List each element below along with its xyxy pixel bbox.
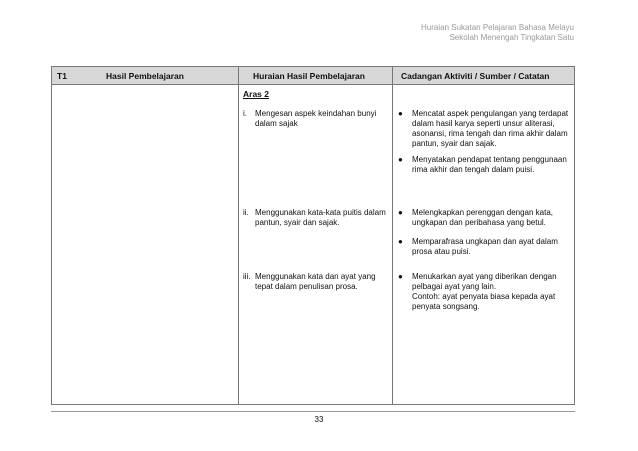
- bullet-icon: ●: [398, 155, 403, 164]
- item-number: iii.: [243, 272, 251, 281]
- activity-text: Menukarkan ayat yang diberikan dengan pelbagai ayat yang lain. Contoh: ayat penyata biasa kepada ayat penyata songsang.: [412, 272, 557, 311]
- column-header-cadangan: Cadangan Aktiviti / Sumber / Catatan: [401, 71, 550, 81]
- bullet-icon: ●: [398, 272, 403, 281]
- header-subtitle: Sekolah Menengah Tingkatan Satu: [449, 33, 574, 42]
- activity-text: Mencatat aspek pengulangan yang terdapat dalam hasil karya seperti unsur aliterasi, asonansi, rima tengah dan rima akhir dalam pantun, syair dan sajak.: [412, 109, 569, 148]
- item-text: Menggunakan kata dan ayat yang tepat dalam penulisan prosa.: [255, 272, 376, 291]
- activity-text: Memparafrasa ungkapan dan ayat dalam prosa atau puisi.: [412, 237, 558, 256]
- item-text: Mengesan aspek keindahan bunyi dalam sajak: [255, 109, 377, 128]
- syllabus-table: [51, 66, 575, 405]
- column-header-t1: T1: [57, 71, 67, 81]
- activity-text: Melengkapkan perenggan dengan kata, ungkapan dan peribahasa yang betul.: [412, 208, 553, 227]
- item-number: ii.: [243, 208, 249, 217]
- column-header-hasil: Hasil Pembelajaran: [106, 71, 184, 81]
- page-number: 33: [314, 415, 324, 424]
- bullet-icon: ●: [398, 208, 403, 217]
- bullet-icon: ●: [398, 237, 403, 246]
- item-number: i.: [243, 109, 247, 118]
- header-title: Huraian Sukatan Pelajaran Bahasa Melayu: [421, 23, 574, 32]
- table-header-row: [52, 67, 574, 85]
- aras-heading: Aras 2: [243, 89, 269, 99]
- bullet-icon: ●: [398, 109, 403, 118]
- footer-divider: [51, 411, 575, 412]
- column-header-huraian: Huraian Hasil Pembelajaran: [253, 71, 365, 81]
- column-divider: [392, 67, 393, 404]
- document-header: [421, 23, 574, 43]
- item-text: Menggunakan kata-kata puitis dalam pantun, syair dan sajak.: [255, 208, 386, 227]
- column-divider: [238, 67, 239, 404]
- activity-text: Menyatakan pendapat tentang penggunaan rima akhir dan tengah dalam puisi.: [412, 155, 567, 174]
